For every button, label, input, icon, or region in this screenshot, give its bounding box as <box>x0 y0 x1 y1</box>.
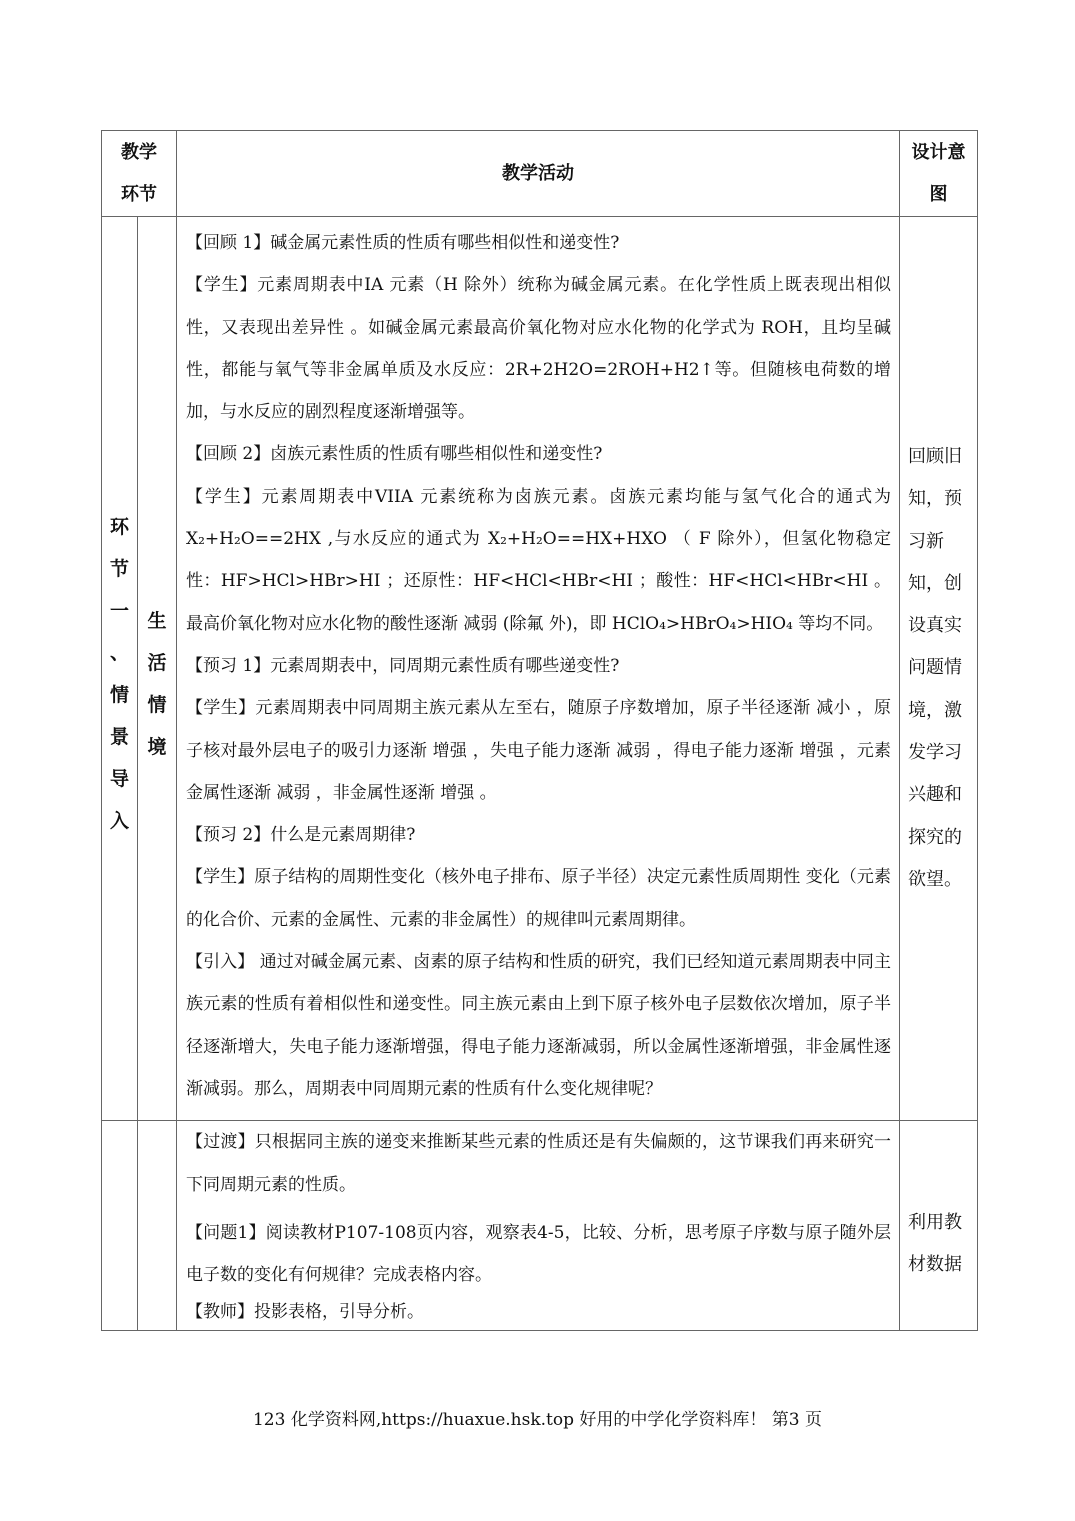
sub-stage-label-section2 <box>138 1121 177 1331</box>
stage-char: 环 <box>109 515 129 538</box>
table-header-row <box>102 131 978 217</box>
sub-stage-char: 生 <box>147 609 167 632</box>
stage-char: 情 <box>109 683 129 706</box>
header-intent <box>900 131 978 217</box>
section2-row <box>102 1121 978 1331</box>
paragraph-teacher: 【教师】投影表格，引导分析。 <box>186 1302 424 1323</box>
sub-stage-label-section1 <box>138 217 177 1121</box>
sub-stage-char: 境 <box>147 735 167 758</box>
activity-content-section1 <box>177 217 900 1121</box>
paragraph-transition: 【过渡】只根据同主族的递变来推断某些元素的性质还是有失偏颇的，这节课我们再来研究一下同周期元素的性质。 <box>186 1132 891 1195</box>
stage-label-section1 <box>102 217 138 1121</box>
header-intent-line2: 图 <box>929 183 948 205</box>
sub-stage-char: 情 <box>147 693 167 716</box>
paragraph-student2: 【学生】元素周期表中VIIA 元素统称为卤族元素。卤族元素均能与氢气化合的通式为 X₂+H₂O==2HX ,与水反应的通式为 X₂+H₂O==HX+HXO （ F 除外），但氢化物稳定性：HF>HCl>HBr>HI ；还原性：HF<HCl<HBr<HI ；酸性：HF<HCl<HBr<HI 。最高价氧化物对应水化物的酸性逐渐 减弱 (除氟 外)，即 HClO₄>HBrO₄>HIO₄ 等均不同。 <box>186 486 891 634</box>
header-activity: 教学活动 <box>177 131 900 217</box>
header-stage-line1: 教学 <box>121 141 157 163</box>
stage-char: 景 <box>109 725 129 748</box>
header-intent-line1: 设计意 <box>911 141 966 163</box>
paragraph-question1: 【问题1】阅读教材P107-108页内容，观察表4-5，比较、分析，思考原子序数与原子随外层电子数的变化有何规律？完成表格内容。 <box>186 1222 891 1286</box>
header-stage-line2: 环节 <box>121 183 157 205</box>
stage-char: 入 <box>109 809 129 832</box>
paragraph-review2: 【回顾 2】卤族元素性质的性质有哪些相似性和递变性? <box>186 444 603 465</box>
paragraph-preview1: 【预习 1】元素周期表中，同周期元素性质有哪些递变性? <box>186 655 620 676</box>
stage-char: 一 <box>109 599 129 622</box>
paragraph-student1: 【学生】元素周期表中IA 元素（H 除外）统称为碱金属元素。在化学性质上既表现出相似性，又表现出差异性 。如碱金属元素最高价氧化物对应水化物的化学式为 ROH，且均呈碱性，都能与氧气等非金属单质及水反应：2R+2H2O=2ROH+H2↑等。但随核电荷数的增加，与水反应的剧烈程度逐渐增强等。 <box>186 275 891 423</box>
stage-char: 、 <box>109 641 129 664</box>
lesson-plan-table <box>101 130 978 1331</box>
stage-char: 节 <box>109 557 129 580</box>
paragraph-student3: 【学生】元素周期表中同周期主族元素从左至右，随原子序数增加，原子半径逐渐 减小 ，原子核对最外层电子的吸引力逐渐 增强 ，失电子能力逐渐 减弱 ，得电子能力逐渐 增强 ，元素金属性逐渐 减弱 ，非金属性逐渐 增强 。 <box>186 698 891 803</box>
stage-char: 导 <box>109 767 129 790</box>
design-intent-section2: 利用教材数据 <box>900 1121 978 1331</box>
paragraph-student4: 【学生】原子结构的周期性变化（核外电子排布、原子半径）决定元素性质周期性 变化（元素的化合价、元素的金属性、元素的非金属性）的规律叫元素周期律。 <box>186 867 891 930</box>
page-footer: 123 化学资料网,https://huaxue.hsk.top 好用的中学化学资料库！ 第3 页 <box>252 1410 823 1430</box>
section1-row <box>102 217 978 1121</box>
activity-content-section2 <box>177 1121 900 1331</box>
sub-stage-char: 活 <box>147 651 167 674</box>
paragraph-review1: 【回顾 1】碱金属元素性质的性质有哪些相似性和递变性? <box>186 233 620 253</box>
paragraph-intro: 【引入】 通过对碱金属元素、卤素的原子结构和性质的研究，我们已经知道元素周期表中同主族元素的性质有着相似性和递变性。同主族元素由上到下原子核外电子层数依次增加，原子半径逐渐增大，失电子能力逐渐增强，得电子能力逐渐减弱，所以金属性逐渐增强，非金属性逐渐减弱。那么，周期表中同周期元素的性质有什么变化规律呢？ <box>186 952 891 1099</box>
header-stage <box>102 131 177 217</box>
stage-label-section2 <box>102 1121 138 1331</box>
design-intent-section1: 回顾旧知，预习新知，创设真实问题情境，激发学习兴趣和探究的欲望。 <box>900 217 978 1121</box>
paragraph-preview2: 【预习 2】什么是元素周期律? <box>186 825 416 846</box>
